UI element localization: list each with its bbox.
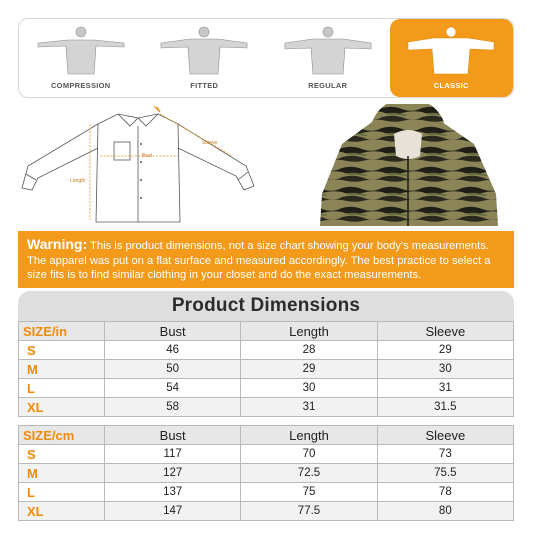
sleeve-cell: 73 [377, 445, 513, 464]
fit-option-compression[interactable] [19, 19, 143, 97]
table-row [19, 398, 514, 417]
table-row [19, 502, 514, 521]
sleeve-cell: 31.5 [377, 398, 513, 417]
fit-label: REGULAR [308, 81, 348, 90]
measurement-diagram [18, 104, 260, 226]
length-cell: 77.5 [241, 502, 377, 521]
table-row [19, 360, 514, 379]
bust-cell: 137 [105, 483, 241, 502]
length-cell: 72.5 [241, 464, 377, 483]
sleeve-cell: 31 [377, 379, 513, 398]
compression-silhouette-icon [36, 26, 126, 76]
bust-cell: 127 [105, 464, 241, 483]
regular-silhouette-icon [283, 26, 373, 76]
bust-cell: 147 [105, 502, 241, 521]
table-row [19, 483, 514, 502]
size-cell: M [19, 360, 105, 379]
dimensions-table-cm [18, 425, 514, 521]
length-cell: 30 [241, 379, 377, 398]
camo-jacket-image [302, 104, 514, 226]
bust-label: Bust [142, 153, 153, 159]
fit-label: COMPRESSION [50, 81, 111, 90]
length-cell: 29 [241, 360, 377, 379]
fit-option-classic[interactable] [390, 19, 514, 97]
length-label: Length [70, 178, 86, 184]
column-header: Sleeve [377, 426, 513, 445]
warning-text: This is product dimensions, not a size chart showing your body's measurements. The apparel was put on a flat surface and measured accordingly. The best practice to select a size fits is to find similar clothing in your closet and do the exact measurements. [27, 240, 491, 281]
size-cell: S [19, 341, 105, 360]
fit-selector [18, 18, 514, 98]
table-header-row [19, 426, 514, 445]
product-photo [302, 104, 514, 226]
unit-header: SIZE/cm [19, 426, 105, 445]
bust-cell: 54 [105, 379, 241, 398]
bust-cell: 117 [105, 445, 241, 464]
size-cell: XL [19, 398, 105, 417]
table-header-row [19, 322, 514, 341]
size-cell: S [19, 445, 105, 464]
shirt-outline-illustration [18, 104, 260, 226]
sleeve-label: Sleeve [202, 140, 218, 146]
sleeve-cell: 78 [377, 483, 513, 502]
length-cell: 75 [241, 483, 377, 502]
fit-option-regular[interactable] [266, 19, 390, 97]
bust-cell: 50 [105, 360, 241, 379]
table-row [19, 445, 514, 464]
table-row [19, 379, 514, 398]
column-header: Length [241, 426, 377, 445]
length-cell: 28 [241, 341, 377, 360]
sleeve-cell: 75.5 [377, 464, 513, 483]
column-header: Bust [105, 426, 241, 445]
fit-label: FITTED [190, 81, 219, 90]
column-header: Length [241, 322, 377, 341]
warning-title: Warning: [27, 236, 88, 252]
sleeve-cell: 80 [377, 502, 513, 521]
sleeve-cell: 30 [377, 360, 513, 379]
column-header: Sleeve [377, 322, 513, 341]
length-cell: 31 [241, 398, 377, 417]
size-cell: L [19, 379, 105, 398]
dimensions-table-inches [18, 321, 514, 417]
fit-option-fitted[interactable] [143, 19, 267, 97]
fit-label: CLASSIC [433, 81, 469, 90]
column-header: Bust [105, 322, 241, 341]
table-row [19, 341, 514, 360]
fitted-silhouette-icon [159, 26, 249, 76]
bust-cell: 46 [105, 341, 241, 360]
size-cell: L [19, 483, 105, 502]
length-cell: 70 [241, 445, 377, 464]
unit-header: SIZE/in [19, 322, 105, 341]
warning-notice [18, 231, 514, 288]
size-cell: M [19, 464, 105, 483]
sleeve-cell: 29 [377, 341, 513, 360]
classic-silhouette-icon [406, 26, 496, 76]
bust-cell: 58 [105, 398, 241, 417]
size-cell: XL [19, 502, 105, 521]
table-row [19, 464, 514, 483]
dimensions-title: Product Dimensions [18, 291, 514, 321]
